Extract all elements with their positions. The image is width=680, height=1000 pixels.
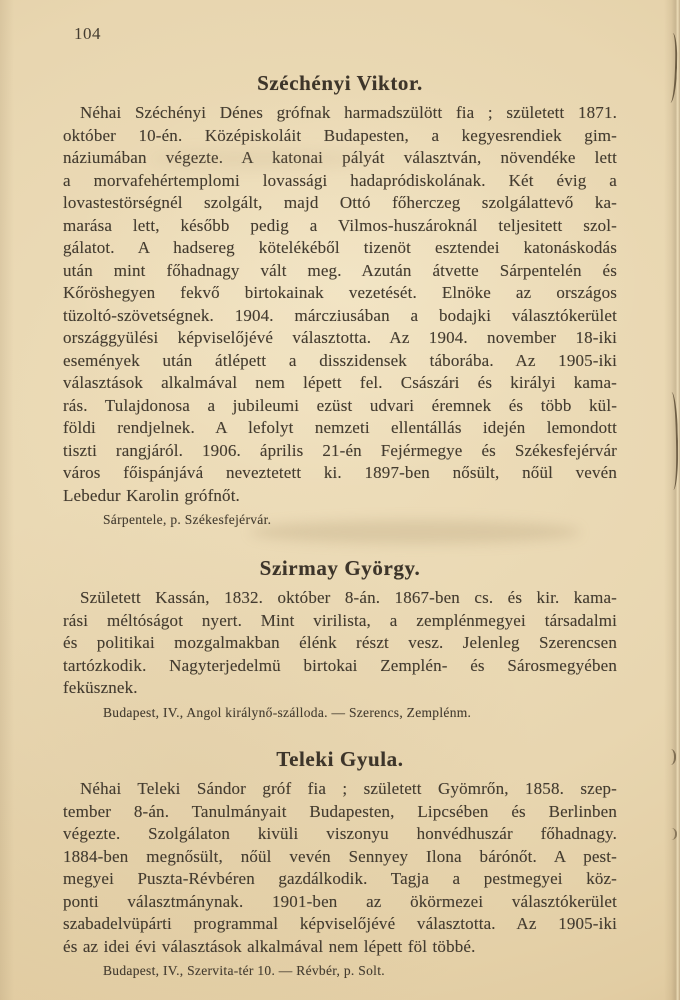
entry-body: [63, 778, 617, 958]
entry-title: Széchényi Viktor.: [257, 71, 423, 95]
text-line: szabadelvüpárti programmal képviselőjévé választotta. Az 1905-iki: [63, 914, 617, 933]
text-line: 1884-ben megnősült, nőül vevén Sennyey Ilona bárónőt. A pest-: [63, 846, 617, 866]
entry-szechenyi-viktor: [63, 70, 617, 528]
scan-mark: [668, 33, 678, 103]
text-line: után mint főhadnagy vált meg. Azután átvette Sárpentelén és: [63, 260, 617, 280]
entry-title: Teleki Gyula.: [276, 747, 404, 771]
text-line: tartózkodik. Nagyterjedelmü birtokai Zemplén- és Sárosmegyében: [63, 655, 617, 675]
text-line: marása lett, később pedig a Vilmos-huszároknál teljesitett szol-: [63, 215, 617, 235]
text-line: választások alkalmával nem lépett fel. Császári és királyi kama-: [63, 373, 617, 392]
text-line: ponti választmánynak. 1901-ben az ökörmezei választókerület: [63, 891, 617, 911]
text-line: lovastestörségnél szolgált, majd Ottó főherczeg szolgálattevő ka-: [63, 193, 617, 212]
entry-title: Szirmay György.: [259, 556, 421, 580]
entry-body: [63, 587, 617, 700]
text-line: események után átlépett a disszidensek táborába. Az 1905-iki: [63, 350, 617, 370]
text-line: földi rendjelnek. A lefolyt nemzeti ellentállás idején lemondott: [63, 418, 617, 437]
entry-address: Budapest, IV., Szervita-tér 10. — Révbér, p. Solt.: [103, 963, 385, 978]
text-line: Kőröshegyen fekvő birtokainak vezetését. Elnöke az országos: [63, 283, 617, 302]
text-line: a morvafehértemplomi lovassági hadapródiskolának. Két évig a: [63, 170, 617, 190]
text-line: és politikai mozgalmakban élénk részt vesz. Jelenleg Szerencsen: [63, 633, 617, 652]
scan-mark: [669, 392, 679, 490]
text-line: tüzoltó-szövetségnek. 1904. márcziusában a bodajki választókerület: [63, 305, 617, 325]
text-line: náziumában végezte. A katonai pályát választván, növendéke lett: [63, 148, 617, 167]
text-line: és az idei évi választások alkalmával nem lépett föl többé.: [63, 936, 476, 956]
page-edge-shadow: [0, 0, 14, 1000]
page-number: 104: [74, 24, 101, 43]
entry-szirmay-gyorgy: [63, 555, 617, 721]
scan-mark: [669, 828, 677, 840]
text-line: feküsznek.: [63, 678, 138, 697]
text-line: tiszti rangjáról. 1906. április 21-én Fejérmegye és Székesfejérvár: [63, 440, 617, 460]
text-line: Született Kassán, 1832. október 8-án. 1867-ben cs. és kir. kama-: [80, 588, 617, 607]
text-line: rás. Tulajdonosa a jubileumi ezüst udvari éremnek és több kül-: [63, 395, 617, 415]
page-edge-shadow: [664, 0, 680, 1000]
entry-teleki-gyula: [63, 746, 617, 979]
text-line: Néhai Teleki Sándor gróf fia ; született Gyömrőn, 1858. szep-: [80, 779, 617, 798]
text-line: megyei Puszta-Révbéren gazdálkodik. Tagja a pestmegyei köz-: [63, 869, 617, 888]
text-line: város főispánjává neveztetett ki. 1897-ben nősült, nőül vevén: [63, 463, 617, 482]
text-line: Lebedur Karolin grófnőt.: [63, 485, 240, 505]
text-line: tember 8-án. Tanulmányait Budapesten, Lipcsében és Berlinben: [63, 801, 617, 821]
text-line: rási méltóságot nyert. Mint virilista, a zemplénmegyei társadalmi: [63, 610, 617, 630]
entry-address: Sárpentele, p. Székesfejérvár.: [103, 512, 272, 527]
text-line: gálatot. A hadsereg kötelékéből tizenöt esztendei katonáskodás: [63, 238, 617, 257]
entry-body: [63, 102, 617, 507]
text-line: október 10-én. Középiskoláit Budapesten, a kegyesrendiek gim-: [63, 125, 617, 145]
text-line: végezte. Szolgálaton kivüli viszonyu honvédhuszár főhadnagy.: [63, 824, 617, 843]
scan-mark: [668, 749, 676, 765]
entry-address: Budapest, IV., Angol királynő-szálloda. — Szerencs, Zemplénm.: [103, 704, 472, 720]
text-line: országgyülési képviselőjévé választotta. Az 1904. november 18-iki: [63, 328, 617, 347]
text-line: Néhai Széchényi Dénes grófnak harmadszülött fia ; született 1871.: [80, 103, 617, 122]
